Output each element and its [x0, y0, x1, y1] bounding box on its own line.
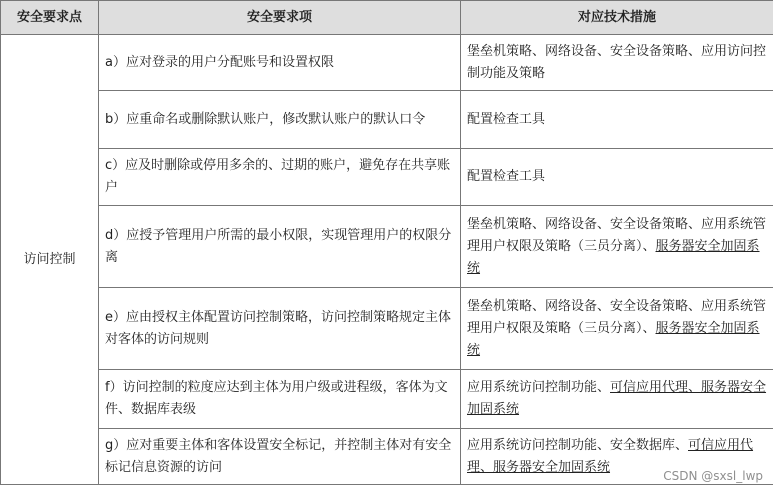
technical-measure	[461, 35, 773, 91]
table-row	[1, 149, 773, 206]
requirement-item: g）应对重要主体和客体设置安全标记，并控制主体对有安全标记信息资源的访问	[99, 429, 461, 485]
requirement-item: c）应及时删除或停用多余的、过期的账户，避免存在共享账户	[99, 149, 461, 206]
requirement-item: f）访问控制的粒度应达到主体为用户级或进程级，客体为文件、数据库表级	[99, 370, 461, 429]
header-technical-measure: 对应技术措施	[461, 1, 773, 35]
technical-measure	[461, 370, 773, 429]
technical-measure	[461, 288, 773, 370]
requirement-item: a）应对登录的用户分配账号和设置权限	[99, 35, 461, 91]
header-row	[1, 1, 773, 35]
measure-underlined-text: 服务器安全加固系统	[467, 320, 760, 358]
measure-underlined-text: 服务器安全加固系统	[467, 238, 760, 276]
measure-underlined-text: 可信应用代理、服务器安全加固系统	[467, 437, 754, 475]
measure-text: 应用系统访问控制功能、	[467, 380, 611, 395]
measure-text: 堡垒机策略、网络设备、安全设备策略、应用系统管理用户权限及策略（三员分离）、	[467, 216, 767, 254]
requirement-item: d）应授予管理用户所需的最小权限，实现管理用户的权限分离	[99, 206, 461, 288]
measure-text: 堡垒机策略、网络设备、安全设备策略、应用系统管理用户权限及策略（三员分离）、	[467, 298, 767, 336]
requirement-item: b）应重命名或删除默认账户，修改默认账户的默认口令	[99, 91, 461, 149]
watermark: CSDN @sxsl_lwp	[663, 469, 763, 483]
header-requirement-point: 安全要求点	[1, 1, 99, 35]
technical-measure	[461, 206, 773, 288]
table-row	[1, 288, 773, 370]
measure-text: 应用系统访问控制功能、安全数据库、	[467, 437, 689, 453]
table-row	[1, 429, 773, 485]
table-row	[1, 35, 773, 91]
requirement-item: e）应由授权主体配置访问控制策略，访问控制策略规定主体对客体的访问规则	[99, 288, 461, 370]
table-row	[1, 370, 773, 429]
measure-underlined-text: 可信应用代理、服务器安全加固系统	[467, 380, 767, 417]
measure-text: 配置检查工具	[467, 111, 546, 127]
table-row	[1, 206, 773, 288]
measure-text: 堡垒机策略、网络设备、安全设备策略、应用访问控制功能及策略	[467, 43, 767, 81]
category-cell: 访问控制	[1, 35, 99, 485]
table-row	[1, 91, 773, 149]
measure-text: 配置检查工具	[467, 169, 546, 184]
technical-measure	[461, 149, 773, 206]
technical-measure	[461, 91, 773, 149]
header-requirement-item: 安全要求项	[99, 1, 461, 35]
